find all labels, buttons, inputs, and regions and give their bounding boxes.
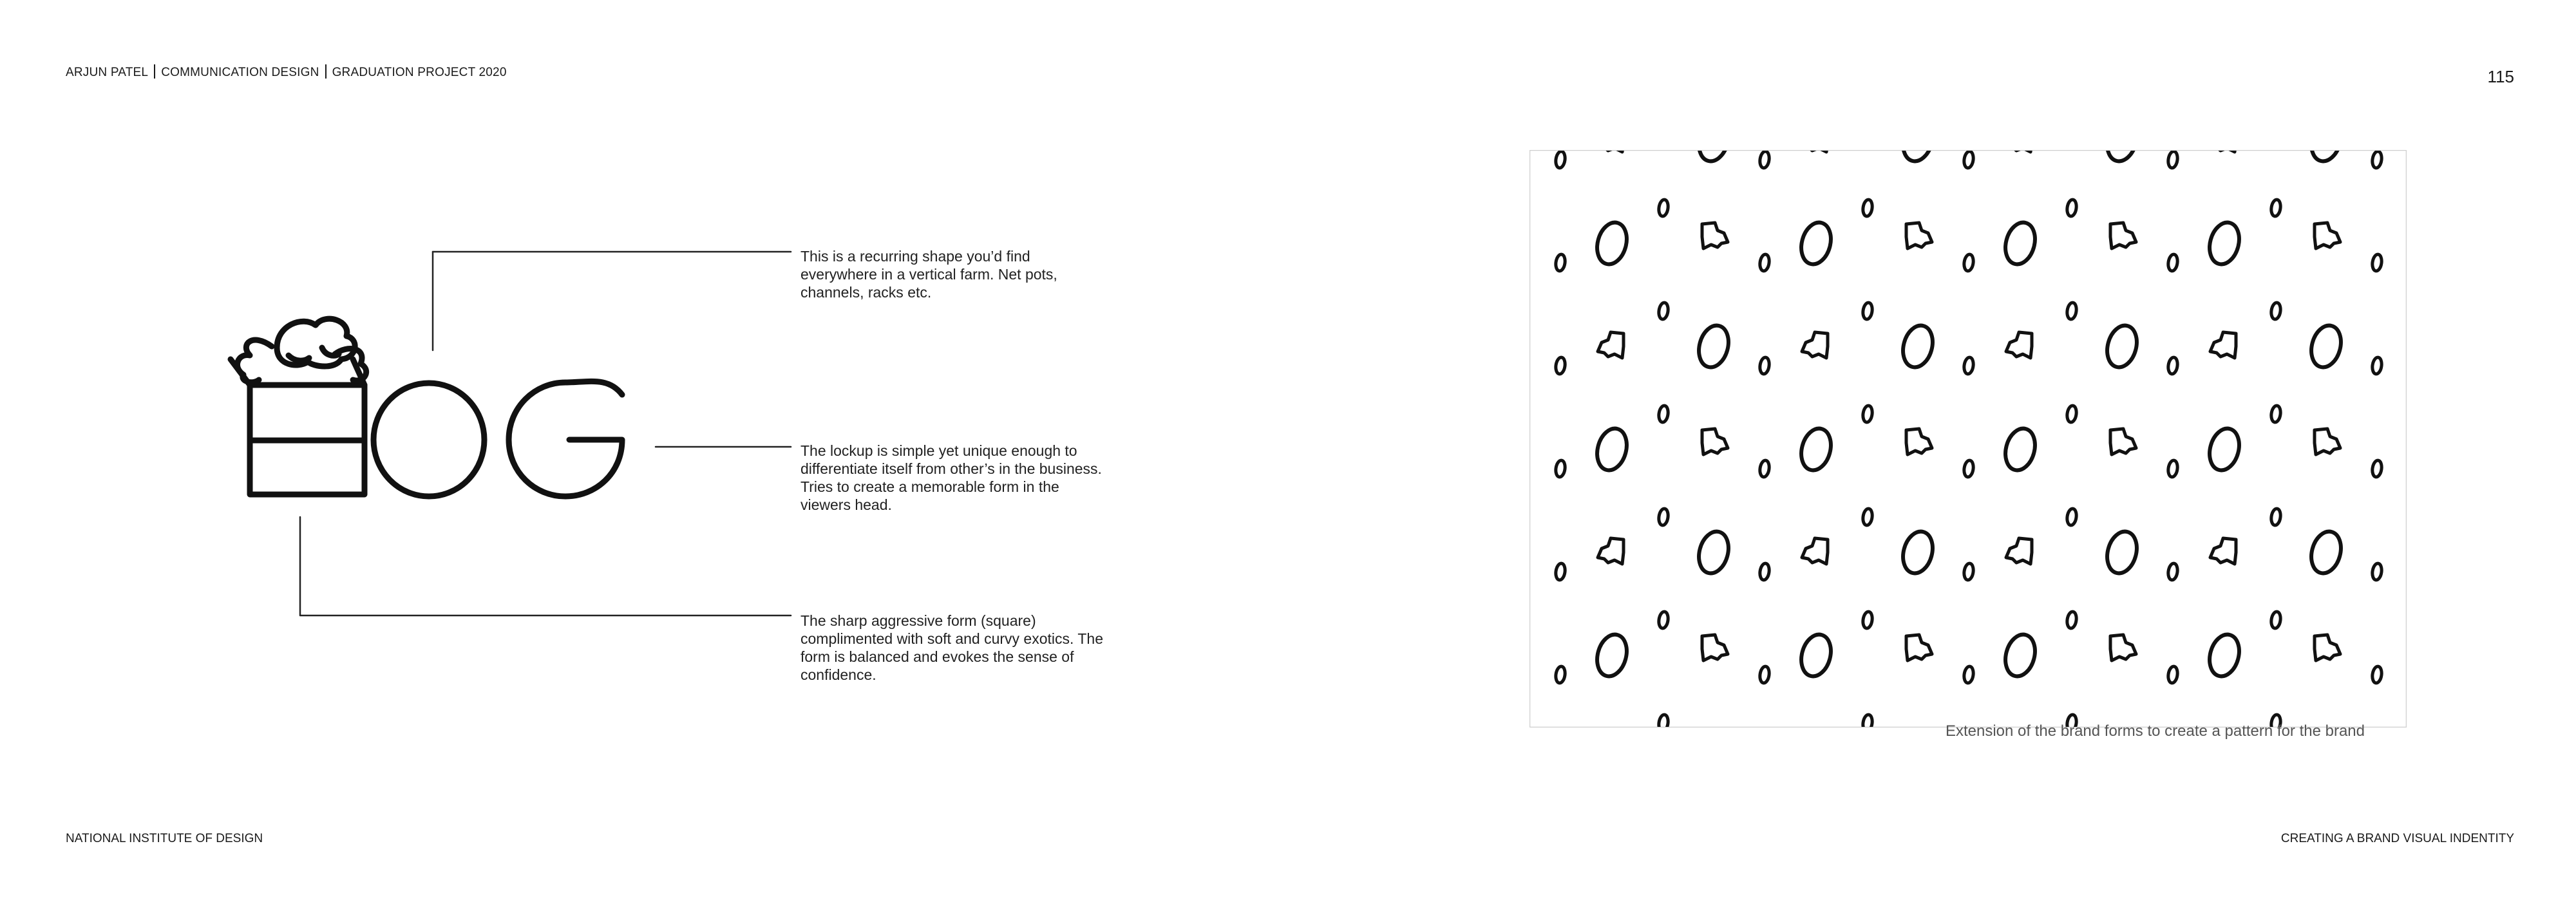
leader-line-bottom — [300, 517, 791, 615]
page-number: 115 — [2487, 67, 2514, 86]
header-project: GRADUATION PROJECT 2020 — [332, 66, 507, 79]
running-header — [66, 64, 507, 80]
logo-box-icon — [231, 319, 366, 494]
annotation-recurring-shape: This is a recurring shape you’d find everywhere in a vertical farm. Net pots, channels, racks etc. — [800, 248, 1057, 301]
annotation-form-balance: The sharp aggressive form (square) complimented with soft and curvy exotics. The form is balanced and evokes the sense of confidence. — [800, 612, 1104, 683]
logo-letter-o — [374, 383, 484, 496]
brand-pattern-image — [1530, 150, 2407, 728]
header-author: ARJUN PATEL — [66, 66, 149, 79]
header-discipline: COMMUNICATION DESIGN — [161, 66, 319, 79]
pattern-caption: Extension of the brand forms to create a pattern for the brand — [1945, 722, 2365, 740]
logo-letter-g — [509, 381, 622, 496]
footer-chapter-title: CREATING A BRAND VISUAL INDENTITY — [2280, 832, 2514, 845]
header-divider — [325, 64, 327, 79]
annotation-lockup: The lockup is simple yet unique enough to differentiate itself from other’s in the business. Tries to create a memorable form in the viewers head. — [800, 442, 1102, 513]
header-divider — [154, 64, 155, 79]
footer-institute: NATIONAL INSTITUTE OF DESIGN — [66, 832, 263, 845]
logo-lockup-diagram — [0, 193, 805, 708]
